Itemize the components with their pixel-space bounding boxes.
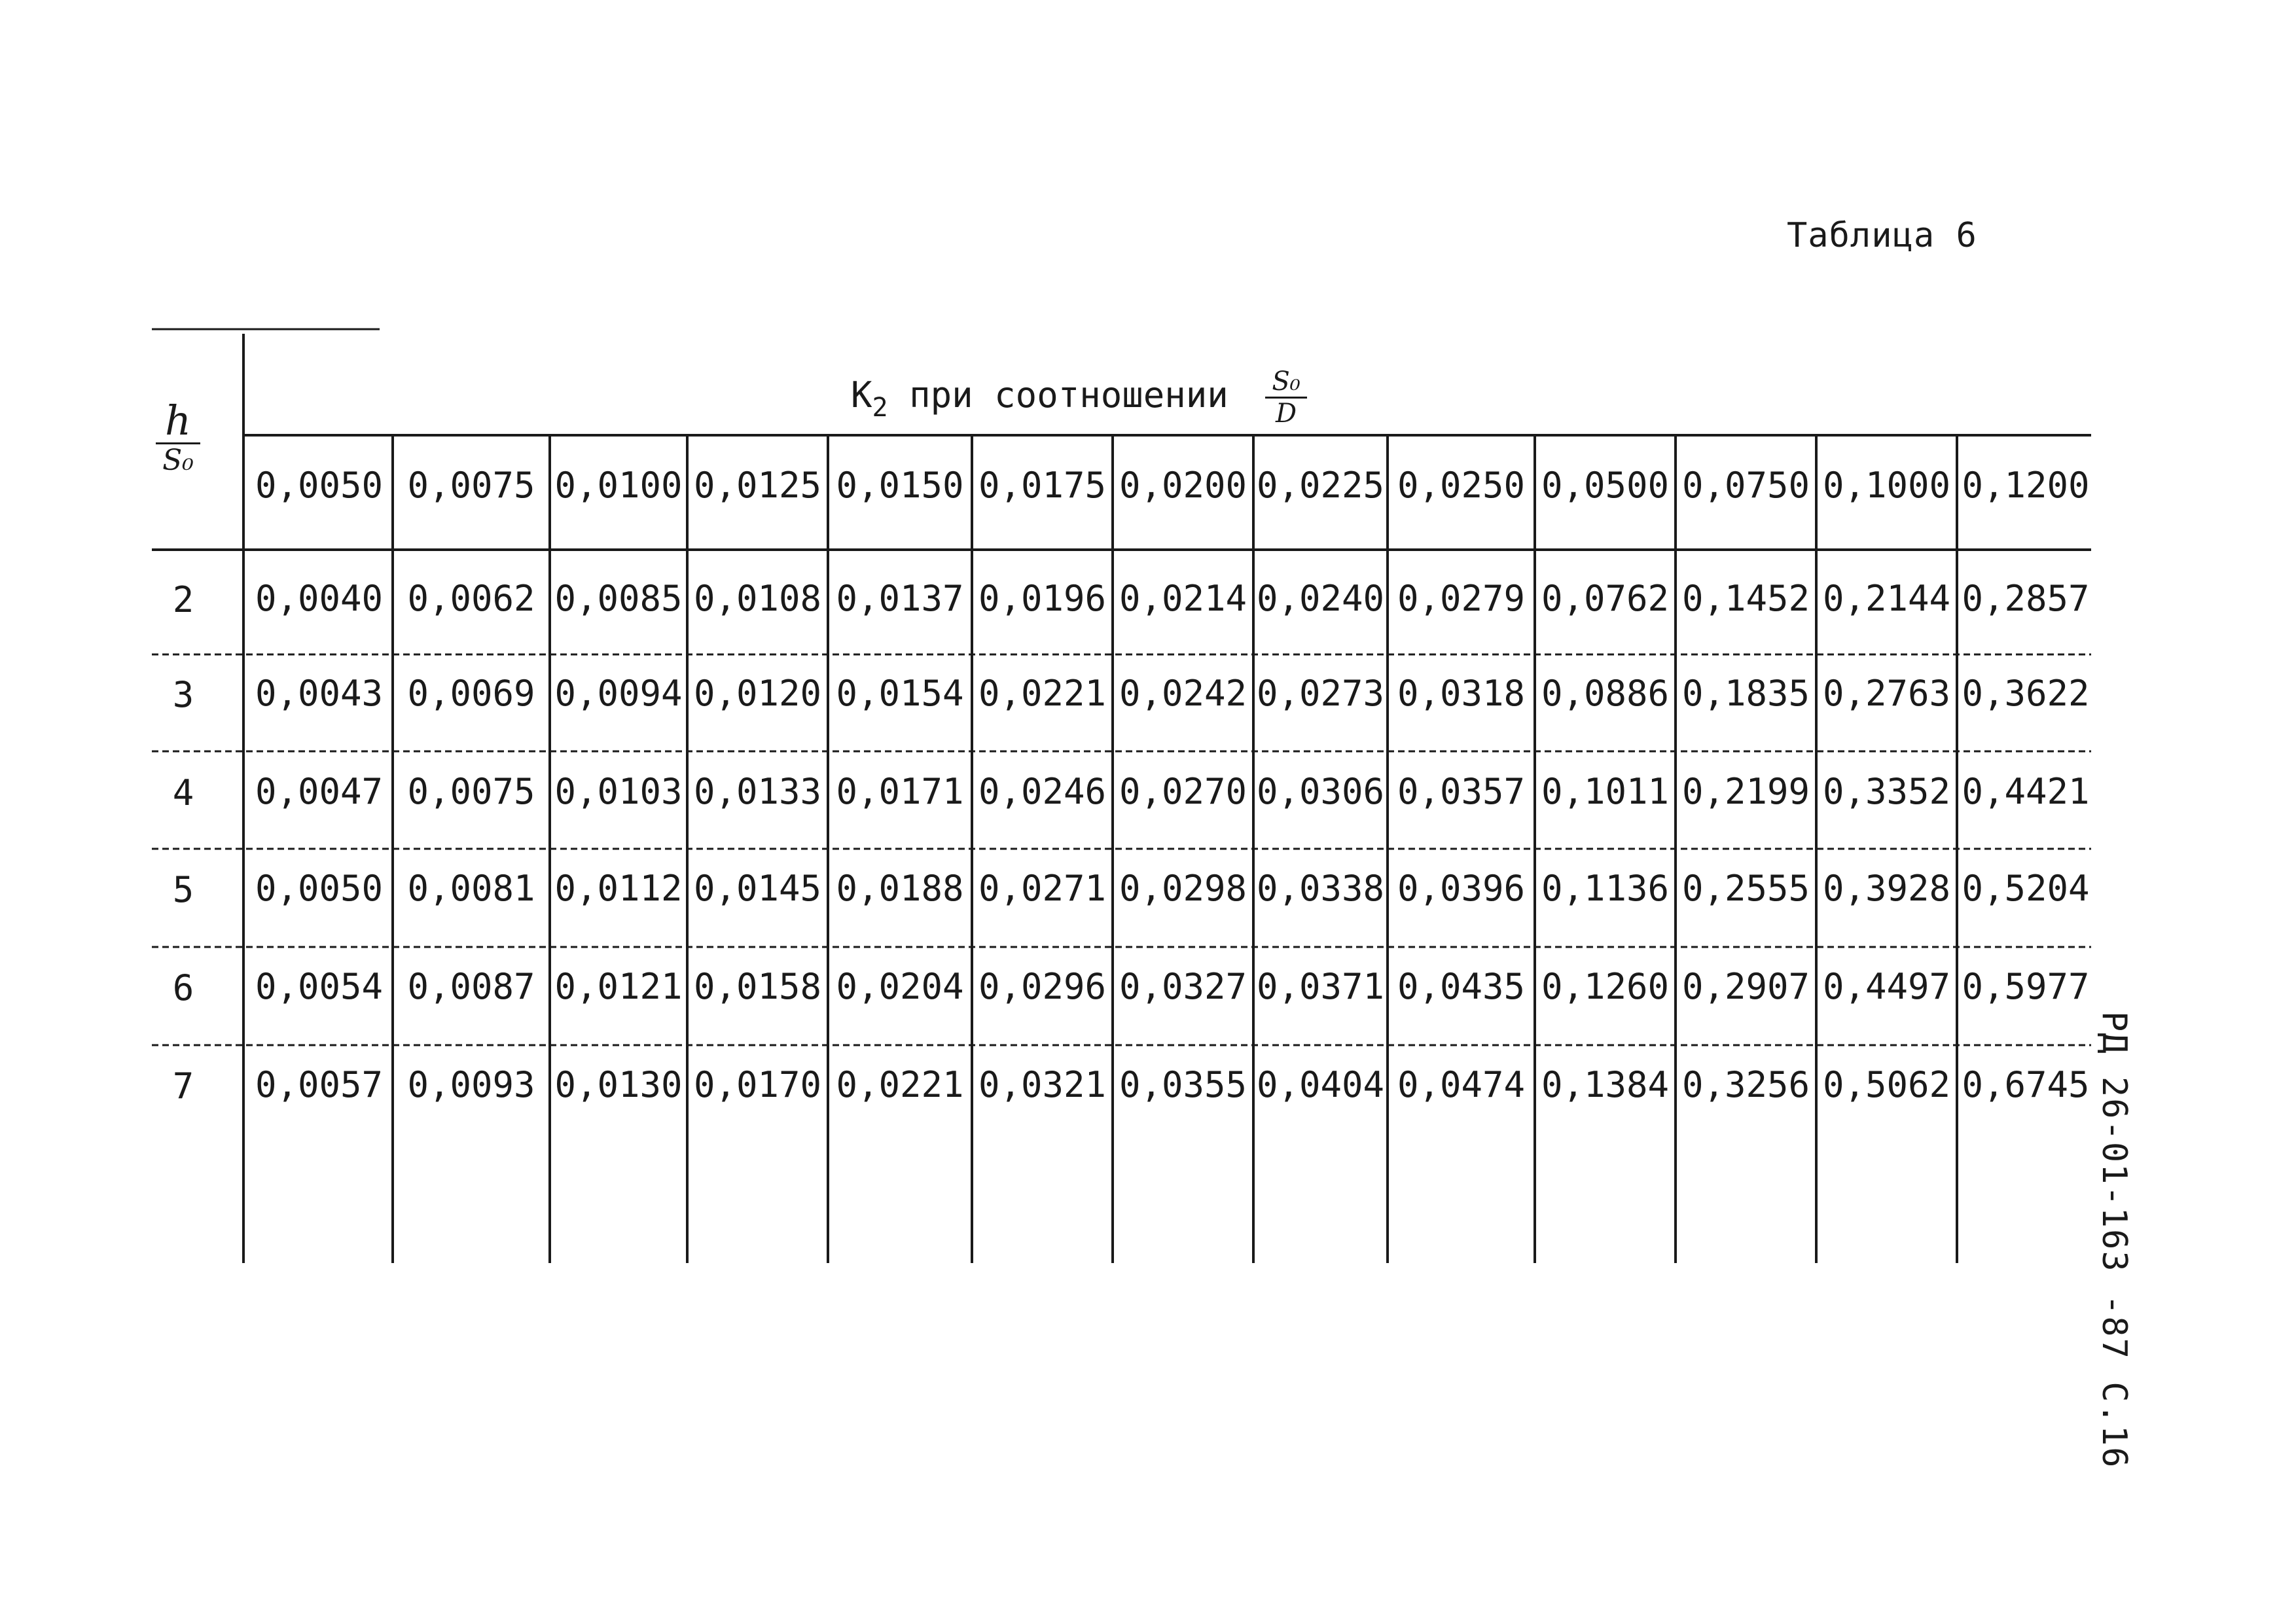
table-cell: 0,0338	[1256, 868, 1385, 909]
column-header-value: 0,0075	[407, 465, 535, 506]
table-cell: 0,0062	[407, 578, 535, 619]
table-cell: 0,0318	[1397, 673, 1526, 714]
table-cell: 0,6745	[1962, 1064, 2090, 1105]
table-cell: 0,2857	[1962, 578, 2090, 619]
table-cell: 0,0069	[407, 673, 535, 714]
table-cell: 0,0108	[693, 578, 822, 619]
row-header-value: 3	[172, 674, 194, 715]
table-cell: 0,0435	[1397, 966, 1526, 1007]
column-header-value: 0,0200	[1119, 465, 1247, 506]
table-cell: 0,5204	[1962, 868, 2090, 909]
table-cell: 0,3352	[1822, 771, 1951, 812]
table-cell: 0,0279	[1397, 578, 1526, 619]
table-cell: 0,3928	[1822, 868, 1951, 909]
table-cell: 0,1384	[1541, 1064, 1670, 1105]
table-cell: 0,3622	[1962, 673, 2090, 714]
caption-ratio	[1265, 366, 1306, 429]
table-cell: 0,0327	[1119, 966, 1247, 1007]
table-cell: 0,0120	[693, 673, 822, 714]
column-header-value: 0,0150	[836, 465, 964, 506]
table-cell: 0,2199	[1681, 771, 1810, 812]
row-header-value: 5	[172, 869, 194, 910]
table-cell: 0,0154	[836, 673, 964, 714]
table-cell: 0,0196	[978, 578, 1107, 619]
table-cell: 0,0047	[255, 771, 384, 812]
table-cell: 0,0137	[836, 578, 964, 619]
table-cell: 0,0158	[693, 966, 822, 1007]
table-cell: 0,5977	[1962, 966, 2090, 1007]
table-cell: 0,0188	[836, 868, 964, 909]
column-header-value: 0,0050	[255, 465, 384, 506]
table-cell: 0,0246	[978, 771, 1107, 812]
row-header-value: 6	[172, 967, 194, 1008]
table-cell: 0,0094	[554, 673, 683, 714]
table-cell: 0,0221	[978, 673, 1107, 714]
table-cell: 0,1835	[1681, 673, 1810, 714]
table-cell: 0,0075	[407, 771, 535, 812]
table-cell: 0,0355	[1119, 1064, 1247, 1105]
table-cell: 0,0085	[554, 578, 683, 619]
table-cell: 0,0050	[255, 868, 384, 909]
table-cell: 0,0145	[693, 868, 822, 909]
column-group-caption	[851, 366, 1307, 429]
table-cell: 0,1260	[1541, 966, 1670, 1007]
table-cell: 0,0081	[407, 868, 535, 909]
table-cell: 0,0057	[255, 1064, 384, 1105]
row-header-value: 7	[172, 1065, 194, 1107]
table-cell: 0,1011	[1541, 771, 1670, 812]
table-cell: 0,0093	[407, 1064, 535, 1105]
table-cell: 0,0040	[255, 578, 384, 619]
caption-subscript: 2	[872, 393, 888, 423]
caption-symbol: К	[851, 374, 872, 416]
table-cell: 0,0242	[1119, 673, 1247, 714]
table-cell: 0,0087	[407, 966, 535, 1007]
table-title: Таблица 6	[1787, 216, 1977, 255]
column-header-value: 0,0500	[1541, 465, 1670, 506]
table-cell: 0,0886	[1541, 673, 1670, 714]
table-cell: 0,0474	[1397, 1064, 1526, 1105]
table-cell: 0,0214	[1119, 578, 1247, 619]
table-cell: 0,0204	[836, 966, 964, 1007]
table-cell: 0,0371	[1256, 966, 1385, 1007]
table-cell: 0,0130	[554, 1064, 683, 1105]
row-header-numerator: h	[156, 399, 200, 444]
table-cell: 0,0170	[693, 1064, 822, 1105]
table-cell: 0,2144	[1822, 578, 1951, 619]
table-cell: 0,0103	[554, 771, 683, 812]
table-cell: 0,0404	[1256, 1064, 1385, 1105]
table-cell: 0,0357	[1397, 771, 1526, 812]
column-header-value: 0,0750	[1681, 465, 1810, 506]
table-cell: 0,5062	[1822, 1064, 1951, 1105]
table-cell: 0,2763	[1822, 673, 1951, 714]
caption-ratio-numerator: S₀	[1265, 366, 1306, 399]
table-cell: 0,0054	[255, 966, 384, 1007]
table-cell: 0,0273	[1256, 673, 1385, 714]
table-cell: 0,0121	[554, 966, 683, 1007]
sheet-label-text: РД 26-01-163 -87 С.16	[2094, 1011, 2134, 1469]
column-header-value: 0,1200	[1962, 465, 2090, 506]
table-cell: 0,0321	[978, 1064, 1107, 1105]
table-cell: 0,0306	[1256, 771, 1385, 812]
row-header-denominator: S₀	[162, 444, 194, 477]
table-cell: 0,0112	[554, 868, 683, 909]
table-cell: 0,3256	[1681, 1064, 1810, 1105]
table-cell: 0,1452	[1681, 578, 1810, 619]
column-header-value: 0,1000	[1822, 465, 1951, 506]
caption-text: при соотношении	[909, 374, 1229, 416]
table-cell: 0,2907	[1681, 966, 1810, 1007]
row-header-value: 4	[172, 772, 194, 813]
table-cell: 0,0298	[1119, 868, 1247, 909]
table-cell: 0,4421	[1962, 771, 2090, 812]
caption-ratio-denominator: D	[1275, 399, 1297, 429]
table-cell: 0,4497	[1822, 966, 1951, 1007]
table-cell: 0,0296	[978, 966, 1107, 1007]
sheet-label	[2094, 1011, 2134, 1469]
row-header-fraction	[156, 399, 200, 477]
table-cell: 0,0270	[1119, 771, 1247, 812]
table-cell: 0,0133	[693, 771, 822, 812]
column-header-value: 0,0225	[1256, 465, 1385, 506]
table-cell: 0,0171	[836, 771, 964, 812]
table-cell: 0,0043	[255, 673, 384, 714]
table-cell: 0,0221	[836, 1064, 964, 1105]
table-cell: 0,0240	[1256, 578, 1385, 619]
table-cell: 0,0762	[1541, 578, 1670, 619]
column-header-value: 0,0175	[978, 465, 1107, 506]
table-cell: 0,0271	[978, 868, 1107, 909]
table-cell: 0,0396	[1397, 868, 1526, 909]
table-cell: 0,2555	[1681, 868, 1810, 909]
table-cell: 0,1136	[1541, 868, 1670, 909]
column-header-value: 0,0250	[1397, 465, 1526, 506]
row-header-value: 2	[172, 579, 194, 620]
column-header-value: 0,0100	[554, 465, 683, 506]
column-header-value: 0,0125	[693, 465, 822, 506]
